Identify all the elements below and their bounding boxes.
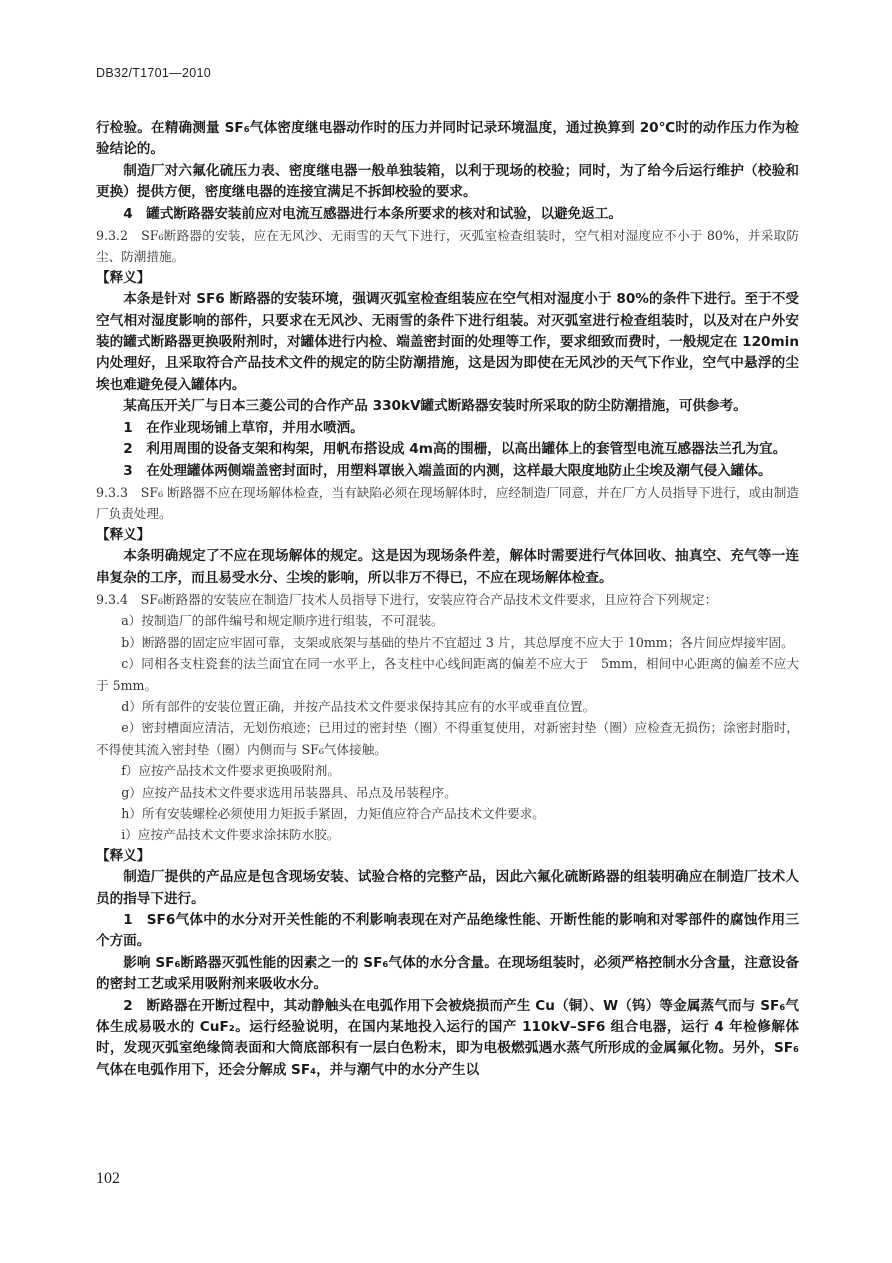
interpretation-paragraph: 2 断路器在开断过程中，其动静触头在电弧作用下会被烧损而产生 Cu（铜）、W（钨）等金属蒸气而与 SF₆气体生成易吸水的 CuF₂。运行经验说明，在国内某地投入运行的国产 110kV–SF6 组合电器，运行 4 年检修解体时，发现灭弧室绝缘筒表面和大筒底部积有一层白色粉末，即为电极燃弧遇水蒸气所形成的金属氟化物。另外，SF₆气体在电弧作用下，还会分解成 SF₄，并与潮气中的水分产生以 [96,997,799,1078]
interpretation-paragraph: 3 在处理罐体两侧端盖密封面时，用塑料罩嵌入端盖面的内测，这样最大限度地防止尘埃及潮气侵入罐体。 [123,462,772,479]
interpretation-paragraph: 某高压开关厂与日本三菱公司的合作产品 330kV罐式断路器安装时所采取的防尘防潮措施，可供参考。 [123,398,747,415]
interpretation-paragraph: 制造厂对六氟化硫压力表、密度继电器一般单独装箱，以利于现场的校验；同时，为了给今后运行维护（校验和更换）提供方便，密度继电器的连接宜满足不拆卸校验的要求。 [96,162,799,201]
interpretation-paragraph: 1 SF6气体中的水分对开关性能的不利影响表现在对产品绝缘性能、开断性能的影响和对零部件的腐蚀作用三个方面。 [96,912,799,950]
clause-paragraph: f）应按产品技术文件要求更换吸附剂。 [121,763,340,779]
interpretation-paragraph: 本条明确规定了不应在现场解体的规定。这是因为现场条件差，解体时需要进行气体回收、抽真空、充气等一连串复杂的工序，而且易受水分、尘埃的影响，所以非万不得已，不应在现场解体检查。 [96,548,799,586]
document-code: DB32/T1701—2010 [96,66,211,80]
clause-paragraph: c）同相各支柱瓷套的法兰面宜在同一水平上，各支柱中心线间距离的偏差不应大于 5mm，相间中心距离的偏差不应大于 5mm。 [96,656,799,693]
clause-paragraph: b）断路器的固定应牢固可靠，支架或底架与基础的垫片不宜超过 3 片，其总厚度不应大于 10mm；各片间应焊接牢固。 [121,634,794,650]
interpretation-paragraph: 行检验。在精确测量 SF₆气体密度继电器动作时的压力并同时记录环境温度，通过换算到 20℃时的动作压力作为检验结论的。 [96,120,799,158]
clause-paragraph: h）所有安装螺栓必须使用力矩扳手紧固，力矩值应符合产品技术文件要求。 [121,806,545,821]
interpretation-paragraph: 4 罐式断路器安装前应对电流互感器进行本条所要求的核对和试验，以避免返工。 [123,205,623,222]
interpretation-paragraph: 制造厂提供的产品应是包含现场安装、试验合格的完整产品，因此六氟化硫断路器的组装明确应在制造厂技术人员的指导下进行。 [96,869,799,907]
interpretation-heading: 【释义】 [96,269,151,286]
interpretation-paragraph: 2 利用周围的设备支架和构架，用帆布搭设成 4m高的围栅，以高出罐体上的套管型电流互感器法兰孔为宜。 [123,441,787,458]
interpretation-paragraph: 影响 SF₆断路器灭弧性能的因素之一的 SF₆气体的水分含量。在现场组装时，必须严格控制水分含量，注意设备的密封工艺或采用吸附剂来吸收水分。 [96,954,799,993]
page-number: 102 [96,1170,120,1187]
interpretation-heading: 【释义】 [96,847,151,864]
interpretation-paragraph: 1 在作业现场铺上草帘，并用水喷洒。 [123,419,364,436]
clause-paragraph: d）所有部件的安装位置正确，并按产品技术文件要求保持其应有的水平或垂直位置。 [121,698,596,714]
clause-paragraph: a）按制造厂的部件编号和规定顺序进行组装，不可混装。 [121,613,444,629]
interpretation-paragraph: 本条是针对 SF6 断路器的安装环境，强调灭弧室检查组装应在空气相对湿度小于 80%的条件下进行。至于不受空气相对湿度影响的部件，只要求在无风沙、无雨雪的条件下进行组装。对灭弧室进行检查组装时，以及对在户外安装的罐式断路器更换吸附剂时，对罐体进行内检、端盖密封面的处理等工作，要求细致而费时，一般规定在 120min内处理好，且采取符合产品技术文件的规定的防尘防潮措施，这是因为即使在无风沙的天气下作业，空气中悬浮的尘埃也难避免侵入罐体内。 [96,291,799,393]
page-body [96,118,799,1081]
clause-paragraph: g）应按产品技术文件要求选用吊装器具、吊点及吊装程序。 [121,784,457,800]
interpretation-heading: 【释义】 [96,526,151,543]
clause-paragraph: 9.3.4 SF₆断路器的安装应在制造厂技术人员指导下进行，安装应符合产品技术文件要求，且应符合下列规定： [96,591,718,607]
clause-paragraph: 9.3.2 SF₆断路器的安装，应在无风沙、无雨雪的天气下进行，灭弧室检查组装时，空气相对湿度应不小于 80%，并采取防尘、防潮措施。 [96,228,799,265]
clause-paragraph: e）密封槽面应清洁，无划伤痕迹；已用过的密封垫（圈）不得重复使用，对新密封垫（圈）应检查无损伤；涂密封脂时，不得使其流入密封垫（圈）内侧而与 SF₆气体接触。 [96,720,799,757]
clause-paragraph: 9.3.3 SF₆ 断路器不应在现场解体检查，当有缺陷必须在现场解体时，应经制造厂同意，并在厂方人员指导下进行，或由制造厂负责处理。 [96,484,799,522]
clause-paragraph: i）应按产品技术文件要求涂抹防水胶。 [121,827,340,843]
